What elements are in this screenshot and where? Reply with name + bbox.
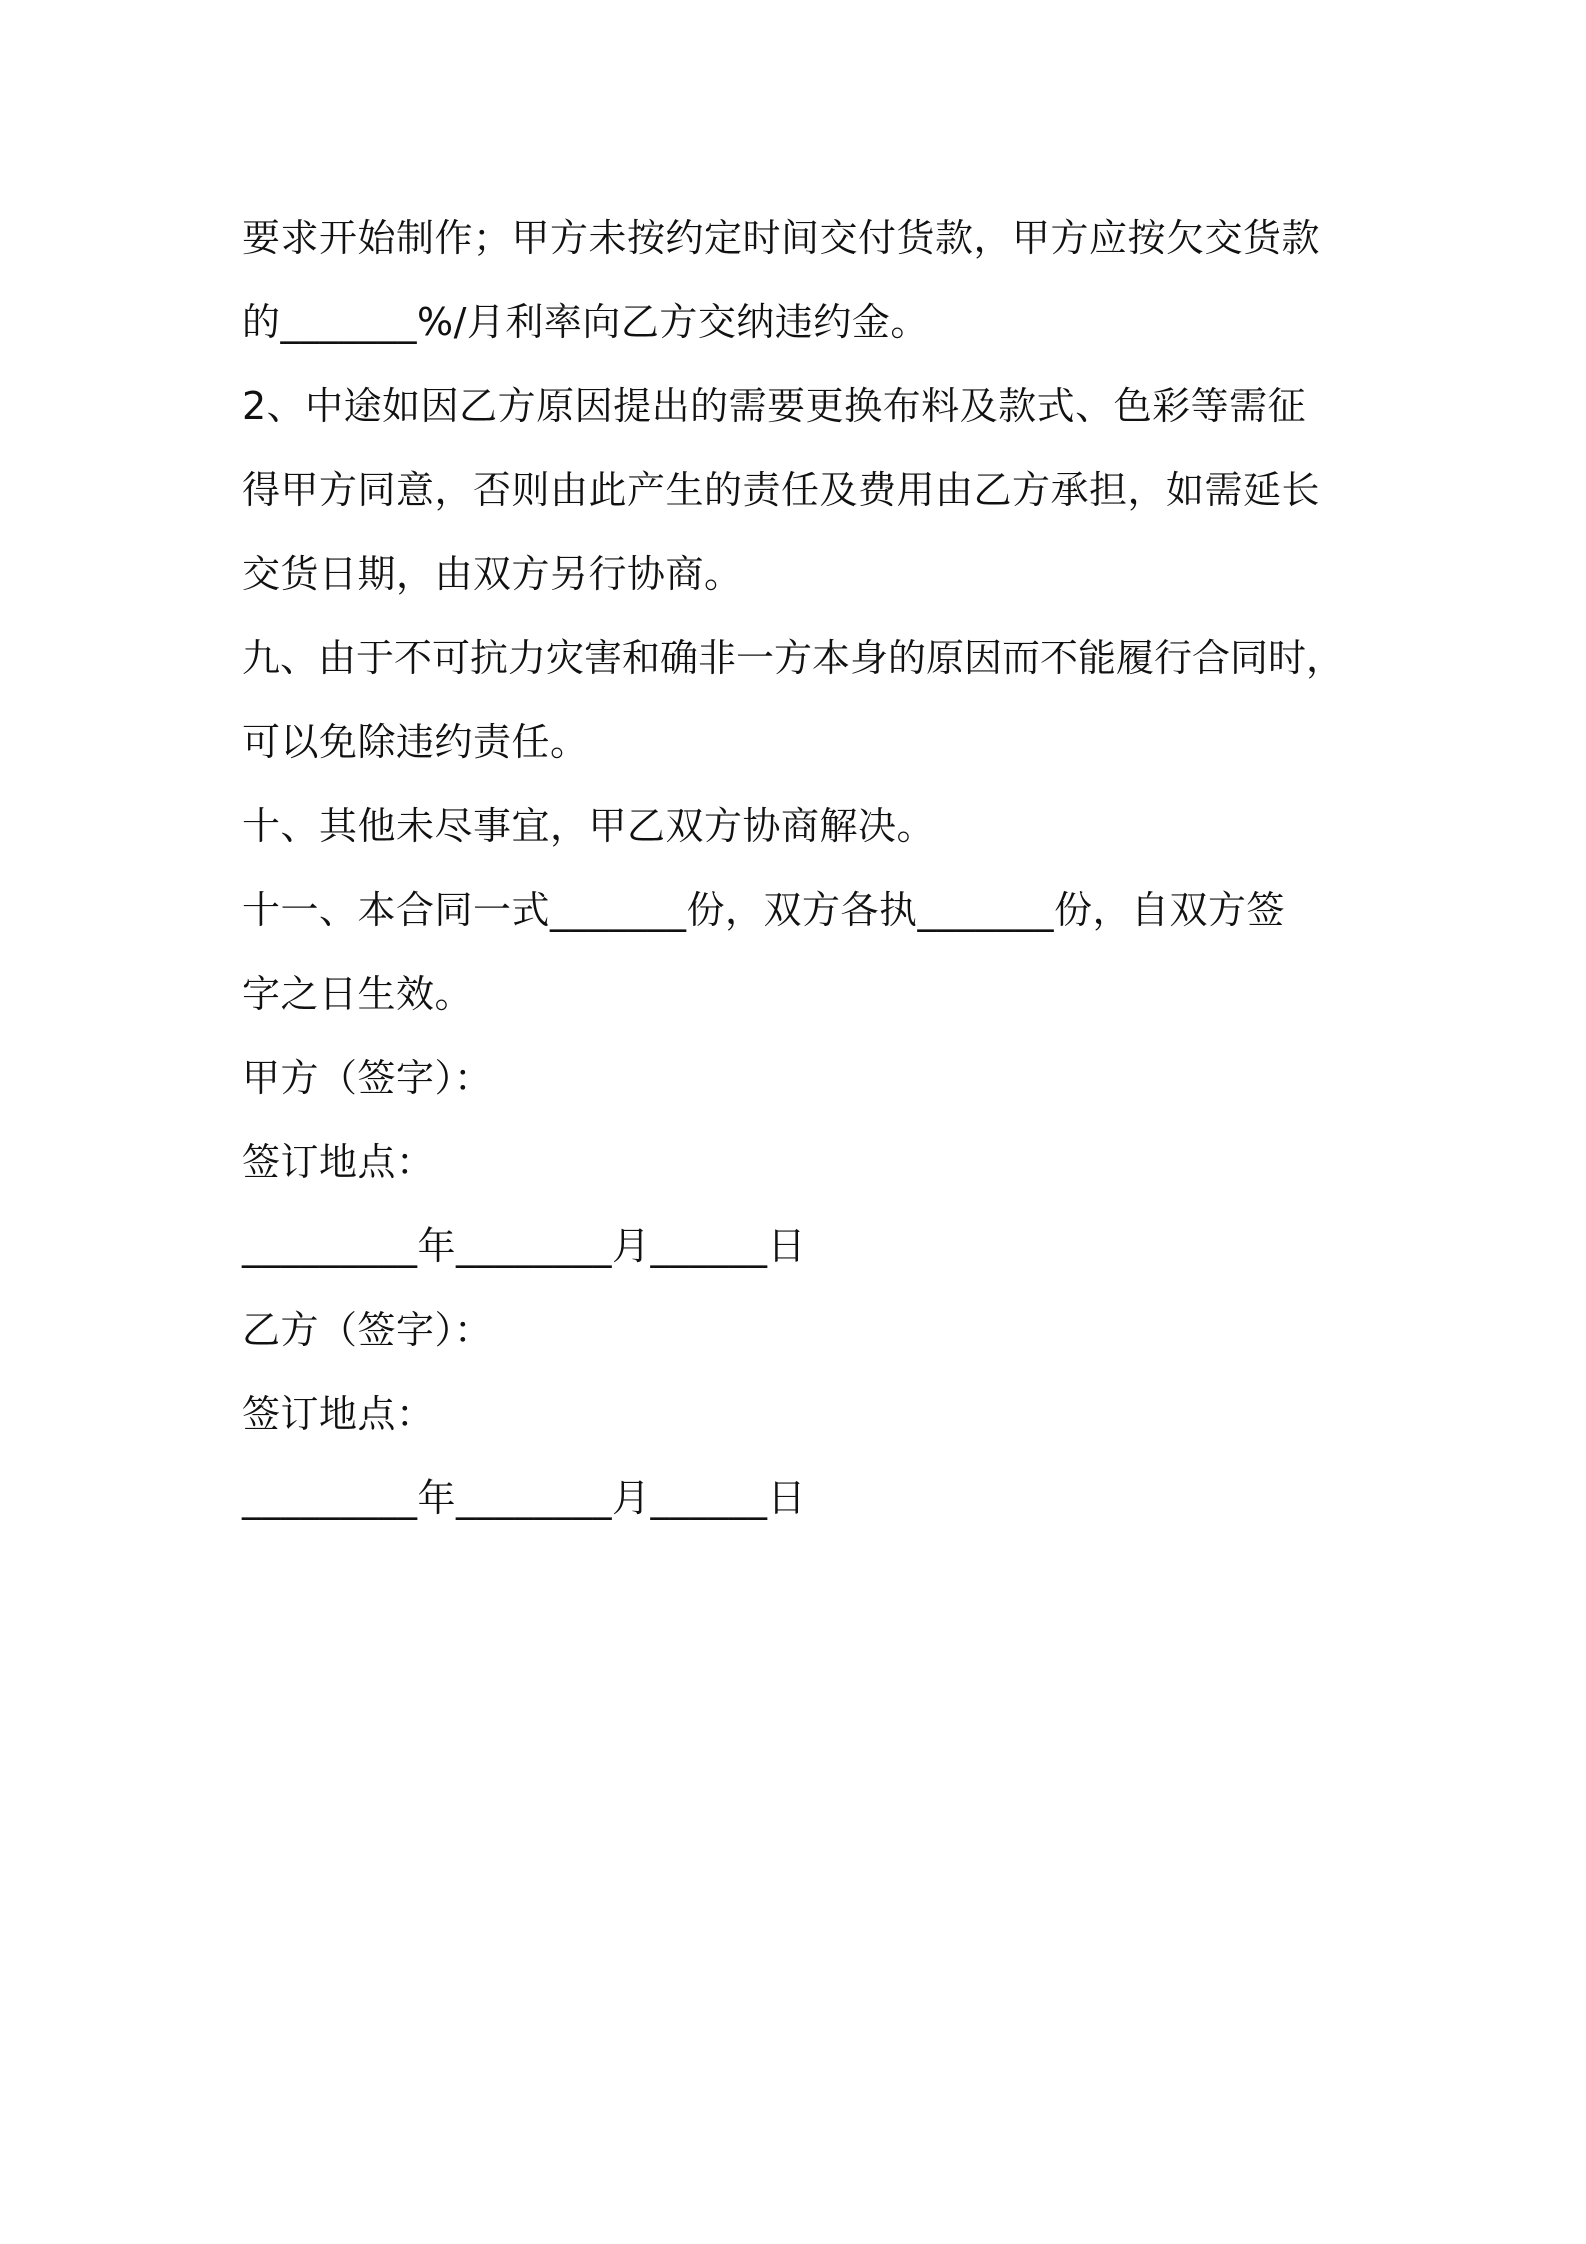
penalty-rate-line: 的_______%/月利率向乙方交纳违约金。 (242, 300, 929, 344)
clause-9-line: 九、由于不可抗力灾害和确非一方本身的原因而不能履行合同时， (242, 636, 1345, 680)
party-a-signature-label: 甲方（签字）： (242, 1056, 493, 1100)
clause-2-continued-line: 得甲方同意，否则由此产生的责任及费用由乙方承担，如需延长 (242, 468, 1321, 512)
clause-9-end-line: 可以免除违约责任。 (242, 720, 589, 764)
clause-2-line: 2、中途如因乙方原因提出的需要更换布料及款式、色彩等需征 (242, 384, 1307, 428)
party-a-date-line: _________年________月______日 (242, 1224, 807, 1268)
party-b-date-line: _________年________月______日 (242, 1476, 807, 1520)
party-a-location-label: 签订地点： (242, 1140, 435, 1184)
party-b-signature-label: 乙方（签字）： (242, 1308, 493, 1352)
clause-2-end-line: 交货日期，由双方另行协商。 (242, 552, 743, 596)
clause-11-end-line: 字之日生效。 (242, 972, 474, 1016)
clause-11-line: 十一、本合同一式_______份，双方各执_______份，自双方签 (242, 888, 1286, 932)
document-body (242, 196, 1372, 1540)
clause-text-line: 要求开始制作；甲方未按约定时间交付货款，甲方应按欠交货款 (242, 216, 1321, 260)
clause-10-line: 十、其他未尽事宜，甲乙双方协商解决。 (242, 804, 936, 848)
party-b-location-label: 签订地点： (242, 1392, 435, 1436)
